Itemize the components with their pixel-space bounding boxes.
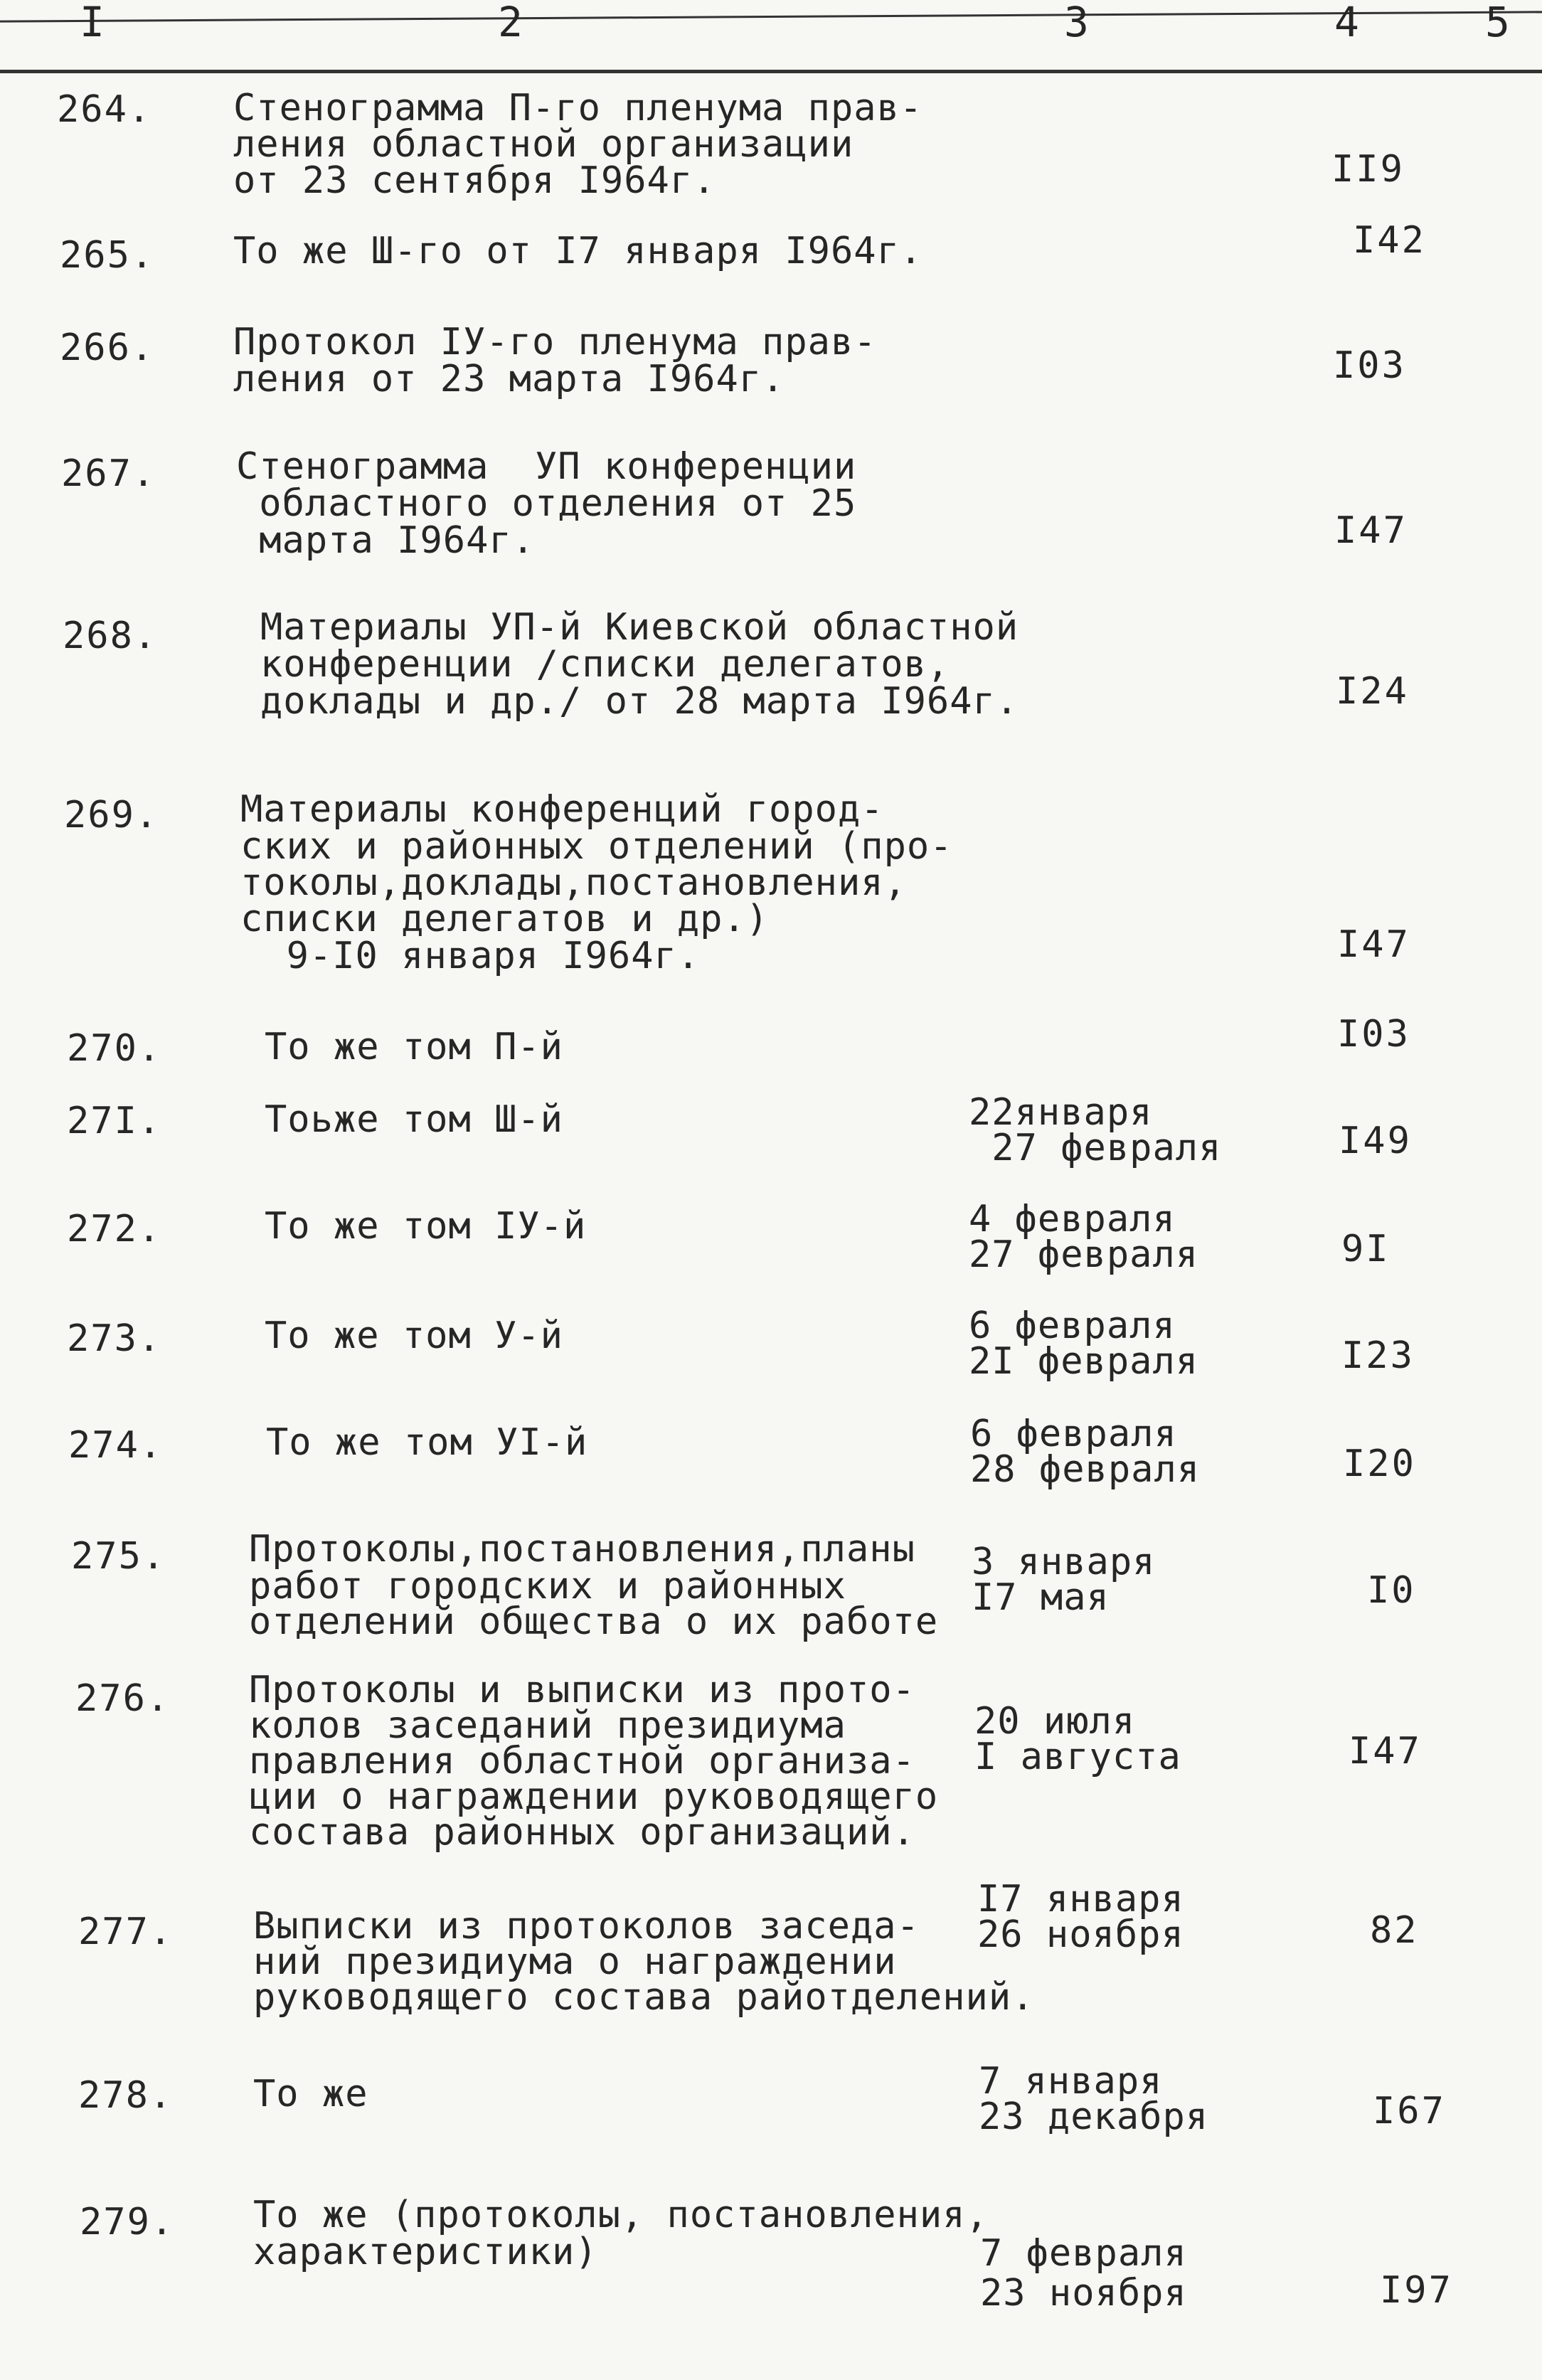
row-description-line: Протоколы и выписки из прото- bbox=[249, 1669, 915, 1711]
row-date-end: 27 февраля bbox=[969, 1233, 1199, 1276]
row-description-line: от 23 сентября I964г. bbox=[233, 159, 716, 202]
row-sheet-count: I42 bbox=[1353, 219, 1426, 262]
row-number: 278. bbox=[78, 2074, 174, 2117]
row-number: 265. bbox=[60, 234, 155, 277]
row-date-end: I7 мая bbox=[972, 1576, 1110, 1619]
row-date-start: 20 июля bbox=[974, 1700, 1136, 1743]
row-description-line: Стенограмма УП конференции bbox=[236, 445, 857, 488]
row-sheet-count: I03 bbox=[1333, 344, 1406, 387]
row-description-line: То же bbox=[253, 2073, 368, 2115]
column-header-3: 3 bbox=[1064, 0, 1089, 46]
row-number: 269. bbox=[64, 794, 159, 836]
row-description-line: Тоьже том Ш-й bbox=[265, 1098, 563, 1141]
row-date-end: 23 декабря bbox=[979, 2095, 1209, 2138]
row-number: 268. bbox=[63, 615, 158, 657]
row-sheet-count: 82 bbox=[1370, 1909, 1419, 1952]
row-date-start: 6 февраля bbox=[969, 1305, 1176, 1347]
row-number: 279. bbox=[80, 2201, 175, 2243]
row-description-line: списки делегатов и др.) bbox=[240, 898, 770, 940]
row-date-end: 27 февраля bbox=[969, 1127, 1222, 1169]
row-date-start: 4 февраля bbox=[969, 1198, 1176, 1241]
row-date-start: 6 февраля bbox=[970, 1413, 1177, 1455]
row-date-start: 3 января bbox=[972, 1541, 1156, 1583]
row-number: 277. bbox=[78, 1911, 174, 1953]
row-description-line: правления областной организа- bbox=[249, 1740, 915, 1783]
row-description-line: областного отделения от 25 bbox=[236, 482, 857, 525]
row-date-end: 28 февраля bbox=[970, 1448, 1201, 1491]
row-date-end: 23 ноября bbox=[980, 2272, 1187, 2315]
row-sheet-count: I67 bbox=[1373, 2090, 1446, 2132]
header-bottom-rule bbox=[0, 70, 1542, 73]
row-description-line: марта I964г. bbox=[236, 519, 535, 562]
row-description-line: То же (протоколы, постановления, bbox=[253, 2194, 989, 2236]
row-date-start: 22января bbox=[969, 1091, 1153, 1134]
row-sheet-count: I49 bbox=[1339, 1120, 1412, 1162]
row-date-start: 7 февраля bbox=[980, 2232, 1187, 2275]
row-sheet-count: II9 bbox=[1331, 148, 1405, 191]
row-description-line: Стенограмма П-го пленума прав- bbox=[233, 87, 923, 129]
row-description-line: То же Ш-го от I7 января I964г. bbox=[233, 230, 923, 272]
row-sheet-count: I97 bbox=[1380, 2269, 1453, 2312]
column-header-5: 5 bbox=[1485, 0, 1510, 46]
row-description-line: характеристики) bbox=[253, 2231, 598, 2273]
row-description-line: ских и районных отделений (про- bbox=[240, 825, 953, 868]
row-description-line: То же том У-й bbox=[265, 1314, 563, 1357]
row-sheet-count: I23 bbox=[1341, 1334, 1415, 1377]
row-number: 270. bbox=[67, 1027, 162, 1070]
row-number: 274. bbox=[68, 1424, 164, 1467]
row-description-line: работ городских и районных bbox=[249, 1565, 846, 1608]
row-date-end: I августа bbox=[974, 1736, 1181, 1778]
row-description-line: То же том УI-й bbox=[266, 1421, 588, 1464]
row-description-line: Материалы конференций город- bbox=[240, 788, 884, 831]
row-date-start: I7 января bbox=[977, 1878, 1184, 1921]
row-description-line: Протокол IУ-го пленума прав- bbox=[233, 321, 877, 363]
column-header-1: I bbox=[80, 0, 105, 46]
row-number: 272. bbox=[67, 1208, 162, 1250]
row-sheet-count: I47 bbox=[1349, 1730, 1422, 1773]
header-top-rule bbox=[0, 11, 1542, 22]
row-description-line: ления областной организации bbox=[233, 123, 854, 166]
row-sheet-count: 9I bbox=[1341, 1228, 1391, 1270]
row-number: 264. bbox=[57, 88, 152, 131]
row-date-end: 2I февраля bbox=[969, 1340, 1199, 1383]
row-number: 273. bbox=[67, 1317, 162, 1360]
row-number: 276. bbox=[75, 1677, 171, 1720]
row-number: 266. bbox=[60, 326, 155, 369]
column-header-4: 4 bbox=[1334, 0, 1359, 46]
row-description-line: Протоколы,постановления,планы bbox=[249, 1528, 915, 1571]
row-description-line: То же том IУ-й bbox=[265, 1205, 587, 1248]
row-description-line: Материалы УП-й Киевской областной bbox=[260, 606, 1019, 649]
row-date-end: 26 ноября bbox=[977, 1913, 1184, 1956]
row-description-line: Выписки из протоколов заседа- bbox=[253, 1905, 920, 1948]
row-sheet-count: I0 bbox=[1367, 1569, 1416, 1612]
row-sheet-count: I20 bbox=[1343, 1443, 1416, 1485]
row-date-start: 7 января bbox=[979, 2060, 1163, 2103]
row-description-line: ний президиума о награждении bbox=[253, 1940, 897, 1983]
row-number: 267. bbox=[61, 452, 156, 495]
row-description-line: руководящего состава райотделений. bbox=[253, 1976, 1035, 2019]
row-description-line: 9-I0 января I964г. bbox=[240, 935, 701, 977]
row-sheet-count: I47 bbox=[1334, 509, 1408, 552]
row-description-line: отделений общества о их работе bbox=[249, 1600, 939, 1643]
row-description-line: состава районных организаций. bbox=[249, 1811, 915, 1854]
row-description-line: токолы,доклады,постановления, bbox=[240, 861, 907, 904]
row-description-line: колов заседаний президиума bbox=[249, 1704, 846, 1747]
column-header-2: 2 bbox=[498, 0, 523, 46]
row-description-line: доклады и др./ от 28 марта I964г. bbox=[260, 680, 1019, 723]
row-sheet-count: I24 bbox=[1336, 670, 1409, 713]
row-sheet-count: I03 bbox=[1337, 1013, 1410, 1056]
row-number: 27I. bbox=[67, 1100, 162, 1142]
row-description-line: ции о награждении руководящего bbox=[249, 1775, 939, 1818]
row-description-line: ления от 23 марта I964г. bbox=[233, 358, 785, 400]
row-description-line: конференции /списки делегатов, bbox=[260, 643, 950, 686]
row-number: 275. bbox=[71, 1535, 166, 1578]
row-sheet-count: I47 bbox=[1337, 923, 1410, 966]
row-description-line: То же том П-й bbox=[265, 1026, 563, 1068]
